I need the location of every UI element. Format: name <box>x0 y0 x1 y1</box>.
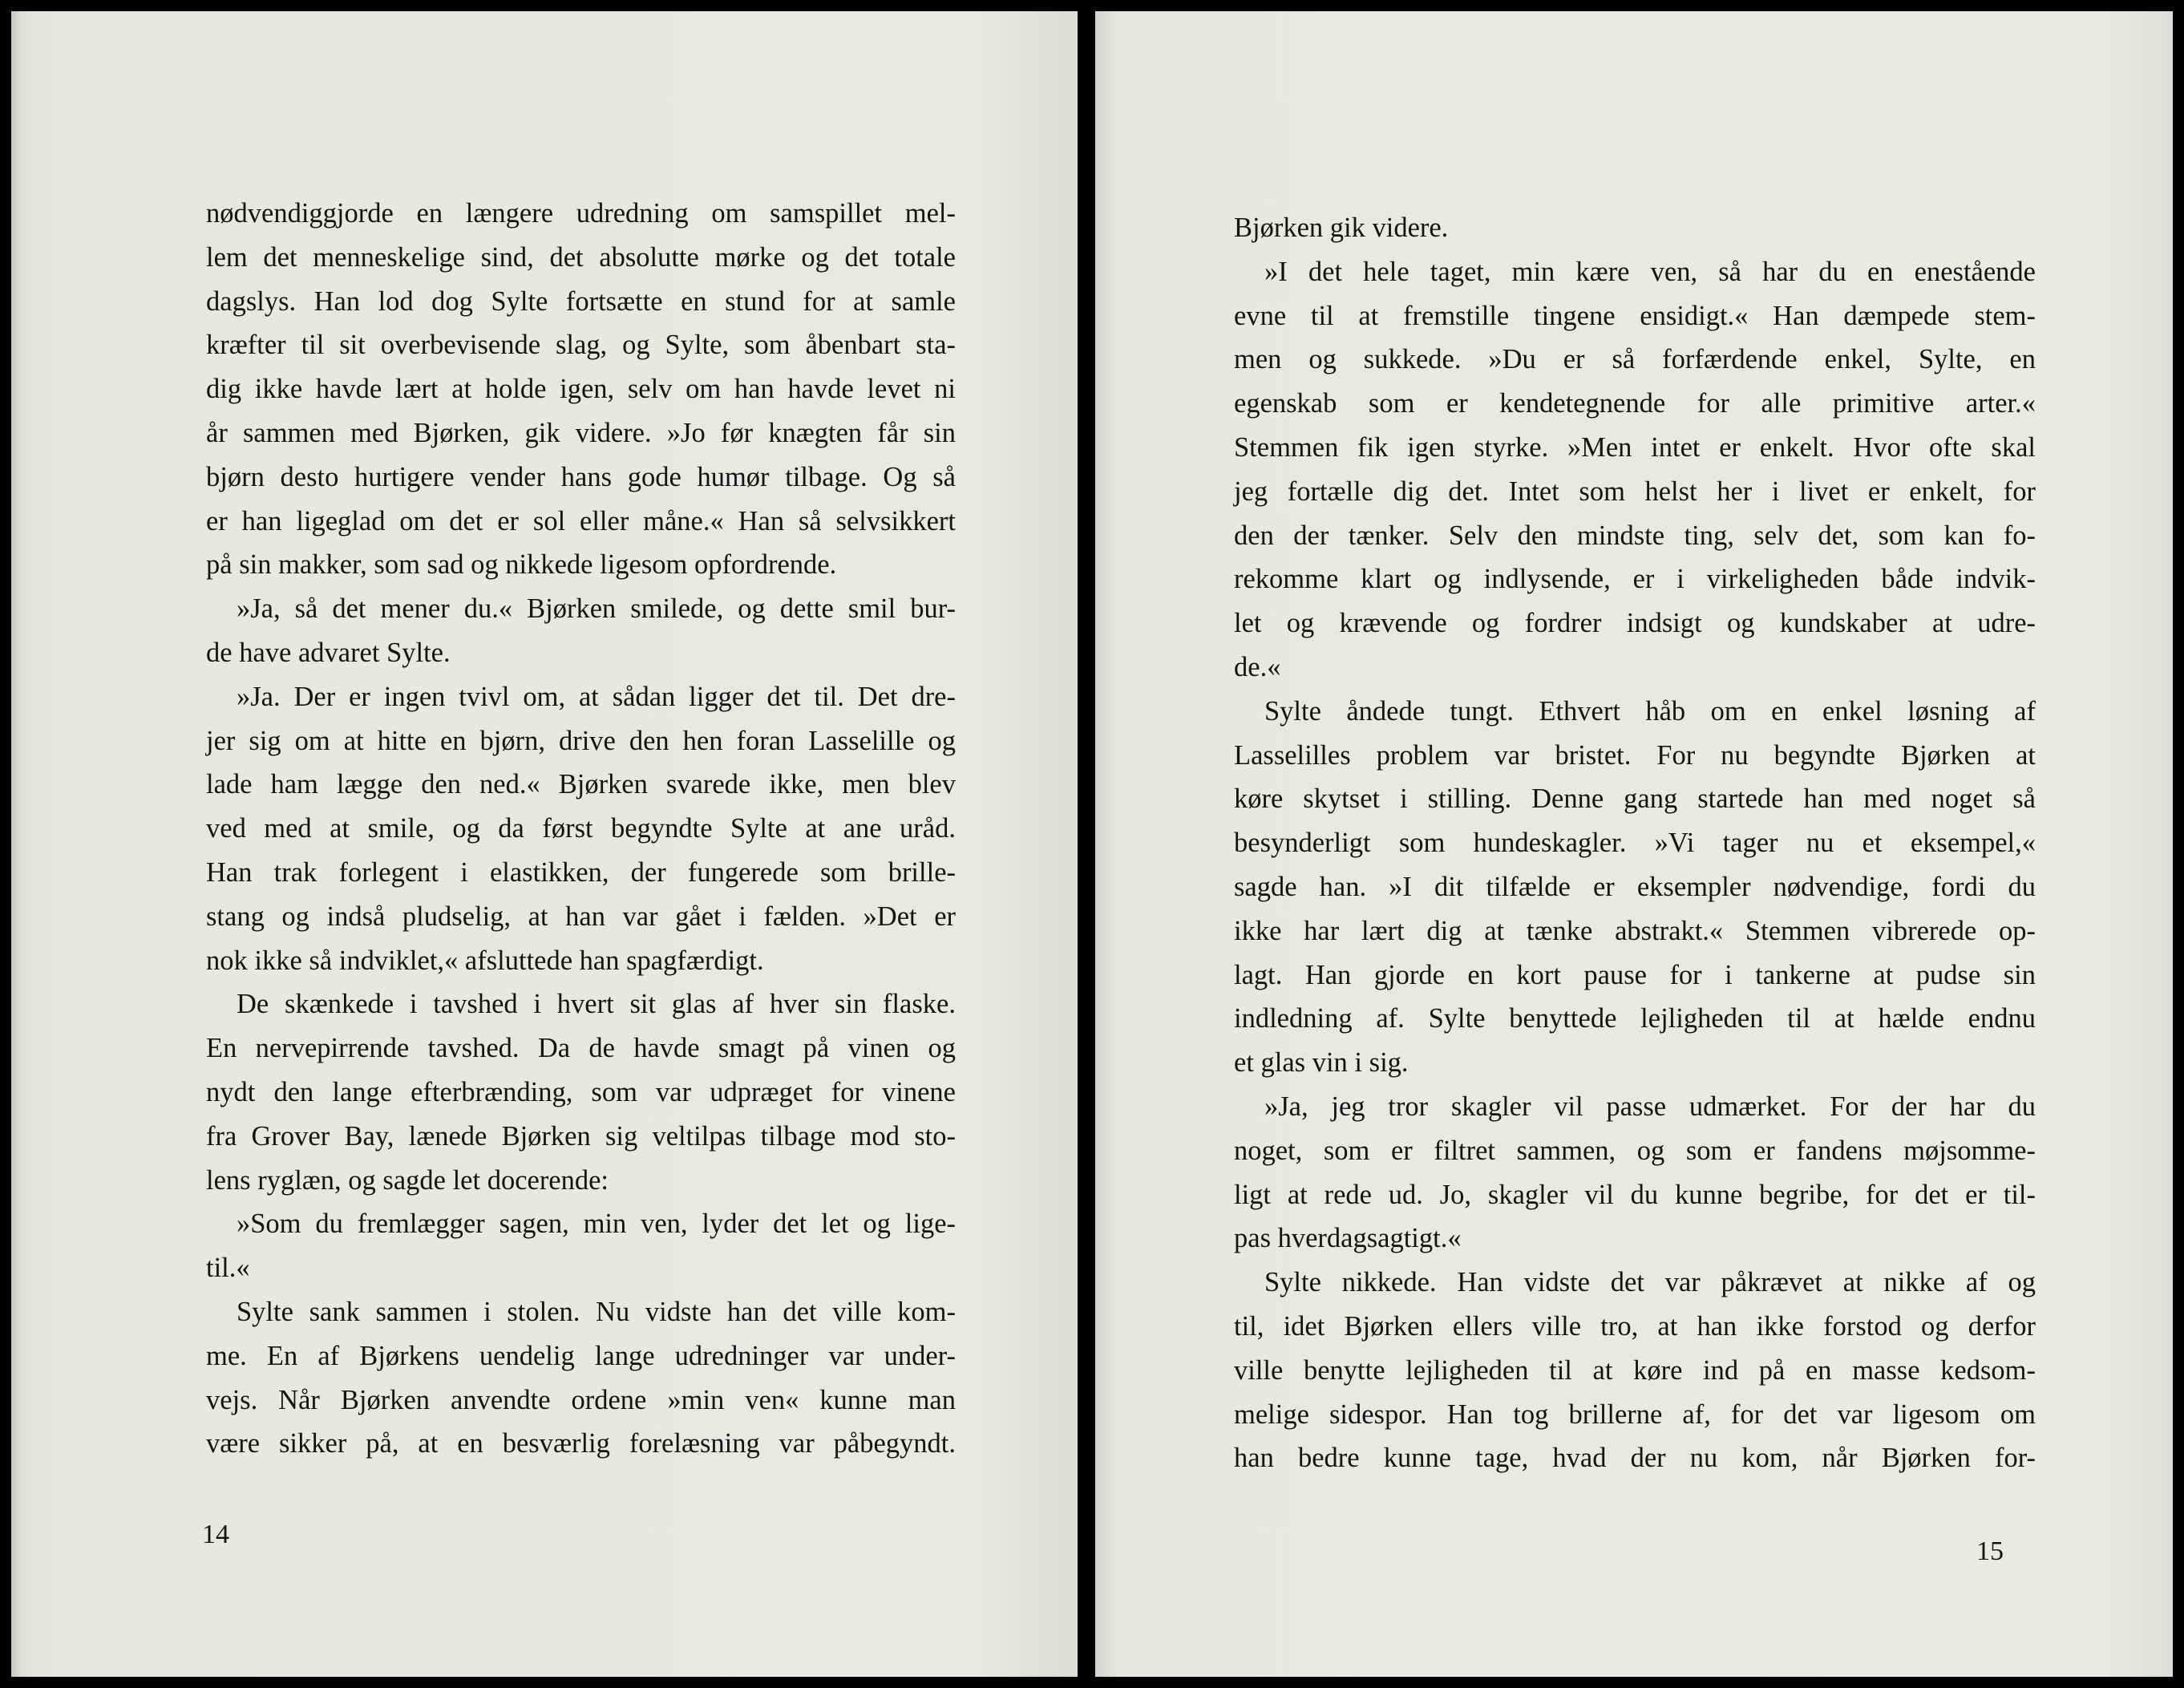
text-line: til.« <box>206 1253 250 1284</box>
text-line: En nervepirrende tavshed. Da de havde smagt på vinen og <box>206 1033 956 1064</box>
text-line: ville benytte lejligheden til at køre ind på en masse kedsom- <box>1234 1354 2036 1386</box>
text-line: være sikker på, at en besværlig forelæsning var påbegyndt. <box>206 1428 956 1459</box>
text-line: kræfter til sit overbevisende slag, og Sylte, som åbenbart sta- <box>206 330 956 361</box>
text-line: pas hverdagsagtigt.« <box>1234 1223 1462 1254</box>
text-line: år sammen med Bjørken, gik videre. »Jo før knægten får sin <box>206 417 956 448</box>
left-page-number: 14 <box>202 1520 229 1549</box>
text-line: dig ikke havde lært at holde igen, selv om han havde levet ni <box>206 374 956 405</box>
text-line: ved med at smile, og da først begyndte Sylte at ane uråd. <box>206 813 956 844</box>
text-line: Han trak forlegent i elastikken, der fungerede som brille- <box>206 856 956 888</box>
text-line: »Ja, jeg tror skagler vil passe udmærket. For der har du <box>1264 1091 2036 1122</box>
text-line: jer sig om at hitte en bjørn, drive den hen foran Lasselille og <box>206 725 956 756</box>
text-line: på sin makker, som sad og nikkede ligesom opfordrende. <box>206 549 837 581</box>
text-line: lens ryglæn, og sagde let docerende: <box>206 1164 609 1196</box>
text-line: Sylte sank sammen i stolen. Nu vidste han det ville kom- <box>237 1296 956 1327</box>
text-line: men og sukkede. »Du er så forfærdende enkel, Sylte, en <box>1234 344 2036 375</box>
text-line: de.« <box>1234 651 1281 682</box>
text-line: de have advaret Sylte. <box>206 637 451 668</box>
text-line: Bjørken gik videre. <box>1234 213 1449 243</box>
text-line: den der tænker. Selv den mindste ting, selv det, som kan fo- <box>1234 520 2036 551</box>
text-line: melige sidespor. Han tog brillerne af, for det var ligesom om <box>1234 1399 2036 1430</box>
text-line: fra Grover Bay, lænede Bjørken sig veltilpas tilbage mod sto- <box>206 1120 956 1152</box>
text-line: nydt den lange efterbrænding, som var udpræget for vinene <box>206 1076 956 1107</box>
text-line: er han ligeglad om det er sol eller måne.« Han så selvsikkert <box>206 505 956 536</box>
text-line: evne til at fremstille tingene ensidigt.« Han dæmpede stem- <box>1234 300 2036 331</box>
text-line: ikke har lært dig at tænke abstrakt.« Stemmen vibrerede op- <box>1234 915 2036 946</box>
text-line: besynderligt som hundeskagler. »Vi tager nu et eksempel,« <box>1234 828 2036 859</box>
text-line: Sylte åndede tungt. Ethvert håb om en enkel løsning af <box>1264 695 2036 727</box>
text-line: me. En af Bjørkens uendelig lange udredninger var under- <box>206 1340 956 1371</box>
text-line: »Ja. Der er ingen tvivl om, at sådan ligger det til. Det dre- <box>237 681 956 712</box>
left-page-text <box>206 192 956 1466</box>
text-line: Lasselilles problem var bristet. For nu begyndte Bjørken at <box>1234 739 2036 771</box>
right-page-text <box>1234 206 2036 1480</box>
text-line: Sylte nikkede. Han vidste det var påkrævet at nikke af og <box>1264 1267 2036 1298</box>
text-line: De skænkede i tavshed i hvert sit glas af hver sin flaske. <box>237 989 956 1020</box>
text-line: sagde han. »I dit tilfælde er eksempler nødvendige, fordi du <box>1234 871 2036 902</box>
text-line: lem det menneskelige sind, det absolutte mørke og det totale <box>206 241 956 273</box>
text-line: nødvendiggjorde en længere udredning om samspillet mel- <box>206 198 956 229</box>
text-line: et glas vin i sig. <box>1234 1047 1409 1079</box>
text-line: »I det hele taget, min kære ven, så har du en enestående <box>1264 256 2036 287</box>
text-line: stang og indså pludselig, at han var gået i fælden. »Det er <box>206 901 956 932</box>
text-line: køre skytset i stilling. Denne gang startede han med noget så <box>1234 783 2036 815</box>
text-line: noget, som er filtret sammen, og som er fandens møjsomme- <box>1234 1135 2036 1166</box>
text-line: til, idet Bjørken ellers ville tro, at han ikke forstod og derfor <box>1234 1310 2036 1342</box>
right-page <box>1095 11 2173 1677</box>
text-line: egenskab som er kendetegnende for alle primitive arter.« <box>1234 388 2036 419</box>
text-line: lade ham lægge den ned.« Bjørken svarede ikke, men blev <box>206 769 956 800</box>
text-line: lagt. Han gjorde en kort pause for i tankerne at pudse sin <box>1234 959 2036 990</box>
text-line: indledning af. Sylte benyttede lejligheden til at hælde endnu <box>1234 1003 2036 1034</box>
text-line: ligt at rede ud. Jo, skagler vil du kunne begribe, for det er til- <box>1234 1179 2036 1210</box>
text-line: bjørn desto hurtigere vender hans gode humør tilbage. Og så <box>206 461 956 492</box>
text-line: rekomme klart og indlysende, er i virkeligheden både indvik- <box>1234 564 2036 595</box>
text-line: jeg fortælle dig det. Intet som helst her i livet er enkelt, for <box>1234 476 2036 507</box>
text-line: Stemmen fik igen styrke. »Men intet er enkelt. Hvor ofte skal <box>1234 431 2036 463</box>
text-line: »Ja, så det mener du.« Bjørken smilede, og dette smil bur- <box>237 593 956 625</box>
text-line: dagslys. Han lod dog Sylte fortsætte en stund for at samle <box>206 285 956 317</box>
text-line: nok ikke så indviklet,« afsluttede han spagfærdigt. <box>206 945 764 976</box>
text-line: han bedre kunne tage, hvad der nu kom, når Bjørken for- <box>1234 1443 2036 1474</box>
right-page-number: 15 <box>1976 1536 2004 1566</box>
text-line: vejs. Når Bjørken anvendte ordene »min ven« kunne man <box>206 1384 956 1415</box>
left-page <box>11 11 1078 1677</box>
text-line: »Som du fremlægger sagen, min ven, lyder det let og lige- <box>237 1208 956 1240</box>
text-line: let og krævende og fordrer indsigt og kundskaber at udre- <box>1234 608 2036 639</box>
